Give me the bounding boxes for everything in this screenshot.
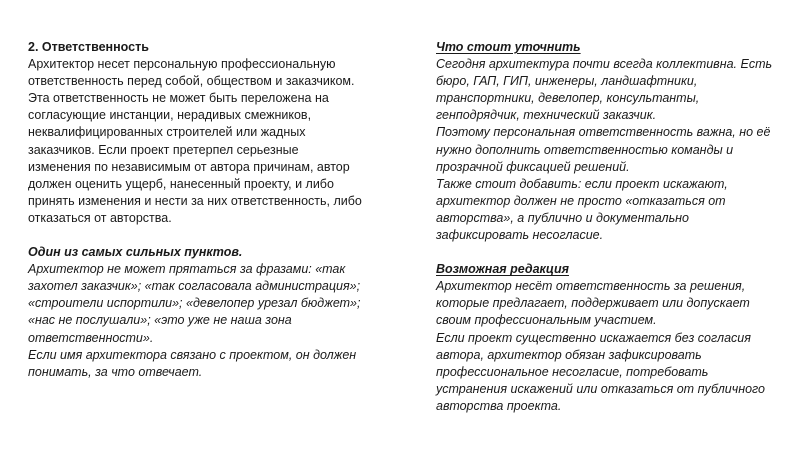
paragraph-line: устранения искажений или отказаться от публичного — [436, 381, 766, 396]
paragraph-line: автора, архитектор обязан зафиксировать — [436, 347, 702, 362]
paragraph-line: Если имя архитектора связано с проектом, он должен — [28, 347, 357, 362]
paragraph-line: «строители испортили»; «девелопер урезал бюджет»; — [28, 296, 361, 311]
responsibility-section — [28, 39, 390, 227]
paragraph-line: своим профессиональным участием. — [436, 313, 657, 328]
revision-section — [436, 261, 781, 415]
paragraph-line: Сегодня архитектура почти всегда коллективна. Есть — [436, 57, 773, 72]
clarify-heading: Что стоит уточнить — [436, 40, 581, 54]
paragraph-line: неквалифицированных строителей или жадных — [28, 125, 306, 140]
paragraph-line: изменения по независимым от автора причинам, автор — [28, 159, 350, 174]
paragraph-line: генподрядчик, технический заказчик. — [436, 108, 657, 123]
paragraph-line: ответственность перед собой, обществом и заказчиком. — [28, 74, 355, 89]
paragraph-line: Также стоит добавить: если проект искажают, — [436, 176, 728, 191]
paragraph-line: прозрачной фиксацией решений. — [436, 159, 630, 174]
responsibility-heading: 2. Ответственность — [28, 40, 149, 54]
section-spacer — [28, 227, 390, 244]
paragraph-line: Поэтому персональная ответственность важна, но её — [436, 125, 771, 140]
paragraph-line: принять изменения и нести за них ответственность, либо — [28, 193, 362, 208]
strong-point-section — [28, 244, 390, 381]
section-spacer — [436, 244, 781, 261]
paragraph-line: бюро, ГАП, ГИП, инженеры, ландшафтники, — [436, 74, 698, 89]
paragraph-line: Если проект существенно искажается без согласия — [436, 330, 751, 345]
paragraph-line: Архитектор несёт ответственность за решения, — [436, 279, 746, 294]
right-column — [436, 39, 781, 415]
paragraph-line: авторства», а публично и документально — [436, 210, 690, 225]
paragraph-line: «нас не послушали»; «это уже не наша зона — [28, 313, 292, 328]
paragraph-line: отказаться от авторства. — [28, 210, 172, 225]
paragraph-line: архитектор должен не просто «отказаться от — [436, 193, 726, 208]
paragraph-line: ответственности». — [28, 330, 154, 345]
paragraph-line: Эта ответственность не может быть переложена на — [28, 91, 329, 106]
paragraph-line: Архитектор не может прятаться за фразами: «так — [28, 262, 346, 277]
paragraph-line: Архитектор несет персональную профессиональную — [28, 57, 336, 72]
paragraph-line: должен оценить ущерб, нанесенный проекту, и либо — [28, 176, 334, 191]
left-column — [28, 39, 390, 381]
paragraph-line: захотел заказчик»; «так согласовала администрация»; — [28, 279, 361, 294]
paragraph-line: которые предлагает, поддерживает или допускает — [436, 296, 750, 311]
paragraph-line: авторства проекта. — [436, 398, 562, 413]
clarify-section — [436, 39, 781, 244]
paragraph-line: зафиксировать несогласие. — [436, 228, 604, 243]
paragraph-line: транспортники, девелопер, консультанты, — [436, 91, 700, 106]
paragraph-line: заказчиков. Если проект претерпел серьезные — [28, 142, 299, 157]
revision-heading: Возможная редакция — [436, 262, 569, 277]
paragraph-line: профессиональное несогласие, потребовать — [436, 364, 709, 379]
paragraph-line: согласующие инстанции, нерадивых смежников, — [28, 108, 312, 123]
strong-point-heading: Один из самых сильных пунктов. — [28, 245, 243, 260]
paragraph-line: понимать, за что отвечает. — [28, 364, 203, 379]
paragraph-line: нужно дополнить ответственностью команды и — [436, 142, 734, 157]
